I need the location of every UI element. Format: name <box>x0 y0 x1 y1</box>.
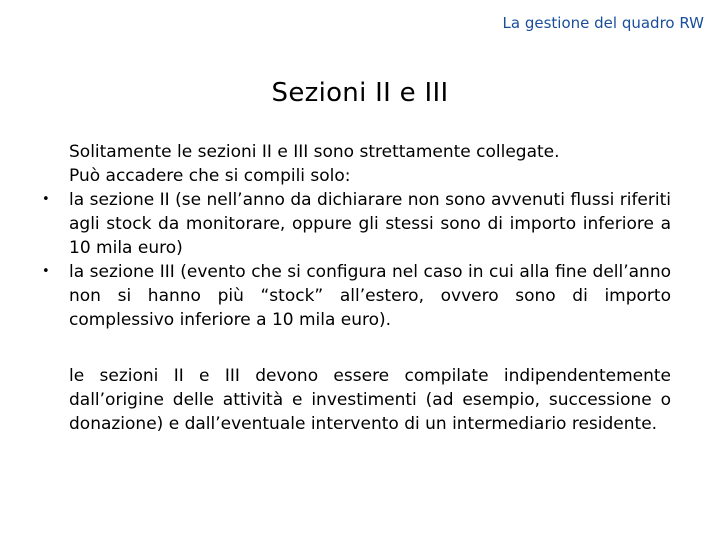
spacer <box>69 332 671 364</box>
slide-header: La gestione del quadro RW <box>502 14 704 32</box>
slide-title: Sezioni II e III <box>271 78 449 108</box>
bullet-item <box>42 260 671 332</box>
conclusion-paragraph: le sezioni II e III devono essere compilate indipendentemente dall’origine delle attività e investimenti (ad esempio, successione o donazione) e dall’eventuale intervento di un intermediario residente. <box>69 366 671 434</box>
slide-body <box>42 140 671 436</box>
bullet-item <box>42 188 671 260</box>
bullet-text: la sezione II (se nell’anno da dichiarare non sono avvenuti flussi riferiti agli stock da monitorare, oppure gli stessi sono di importo inferiore a 10 mila euro) <box>69 190 671 258</box>
intro-line-2: Può accadere che si compili solo: <box>69 166 351 186</box>
bullet-icon: • <box>42 192 50 207</box>
bullet-icon: • <box>42 264 50 279</box>
bullet-text: la sezione III (evento che si configura nel caso in cui alla fine dell’anno non si hanno più “stock” all’estero, ovvero sono di importo complessivo inferiore a 10 mila euro). <box>69 262 671 330</box>
bullet-list <box>42 188 671 332</box>
intro-line-1: Solitamente le sezioni II e III sono strettamente collegate. <box>69 142 560 162</box>
